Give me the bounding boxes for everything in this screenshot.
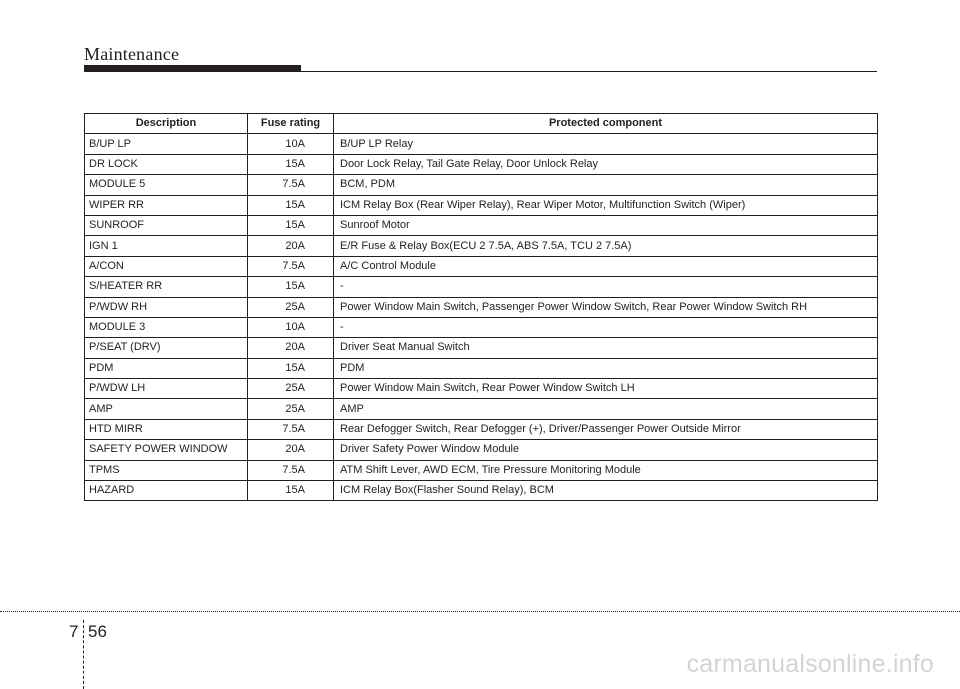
table-row	[85, 215, 878, 235]
fuse-rating: 15A	[248, 358, 334, 378]
header-bar	[84, 65, 301, 72]
table-row	[85, 256, 878, 276]
fuse-rating: 25A	[248, 379, 334, 399]
protected-component: BCM, PDM	[334, 175, 878, 195]
table-row	[85, 175, 878, 195]
protected-component: -	[334, 317, 878, 337]
fuse-description: A/CON	[85, 256, 248, 276]
fuse-description: MODULE 5	[85, 175, 248, 195]
table-row	[85, 297, 878, 317]
footer-rule	[0, 611, 960, 612]
fuse-description: P/SEAT (DRV)	[85, 338, 248, 358]
header-rule	[301, 71, 877, 72]
fuse-table	[84, 113, 878, 501]
table-row	[85, 481, 878, 501]
table-header-row	[85, 114, 878, 134]
fuse-rating: 25A	[248, 399, 334, 419]
table-row	[85, 317, 878, 337]
protected-component: AMP	[334, 399, 878, 419]
fuse-description: HTD MIRR	[85, 419, 248, 439]
fuse-description: TPMS	[85, 460, 248, 480]
fuse-rating: 7.5A	[248, 460, 334, 480]
fuse-description: MODULE 3	[85, 317, 248, 337]
fuse-description: DR LOCK	[85, 154, 248, 174]
column-header-protected-component: Protected component	[334, 114, 878, 134]
column-header-fuse-rating: Fuse rating	[248, 114, 334, 134]
fuse-rating: 10A	[248, 317, 334, 337]
protected-component: ICM Relay Box (Rear Wiper Relay), Rear Wiper Motor, Multifunction Switch (Wiper)	[334, 195, 878, 215]
fuse-description: IGN 1	[85, 236, 248, 256]
protected-component: Power Window Main Switch, Passenger Power Window Switch, Rear Power Window Switch RH	[334, 297, 878, 317]
table-row	[85, 419, 878, 439]
page-number: 56	[88, 622, 107, 641]
protected-component: Driver Seat Manual Switch	[334, 338, 878, 358]
fuse-rating: 20A	[248, 440, 334, 460]
table-row	[85, 440, 878, 460]
fuse-rating: 7.5A	[248, 419, 334, 439]
protected-component: B/UP LP Relay	[334, 134, 878, 154]
table-row	[85, 379, 878, 399]
fuse-rating: 15A	[248, 154, 334, 174]
protected-component: ICM Relay Box(Flasher Sound Relay), BCM	[334, 481, 878, 501]
fuse-description: SAFETY POWER WINDOW	[85, 440, 248, 460]
page-section-title: Maintenance	[84, 44, 180, 64]
fuse-description: AMP	[85, 399, 248, 419]
table-row	[85, 358, 878, 378]
page-number-divider	[83, 620, 84, 689]
fuse-rating: 15A	[248, 195, 334, 215]
table-row	[85, 154, 878, 174]
protected-component: E/R Fuse & Relay Box(ECU 2 7.5A, ABS 7.5A, TCU 2 7.5A)	[334, 236, 878, 256]
protected-component: ATM Shift Lever, AWD ECM, Tire Pressure Monitoring Module	[334, 460, 878, 480]
table-row	[85, 460, 878, 480]
table-row	[85, 236, 878, 256]
fuse-rating: 25A	[248, 297, 334, 317]
fuse-description: PDM	[85, 358, 248, 378]
protected-component: Power Window Main Switch, Rear Power Window Switch LH	[334, 379, 878, 399]
table-row	[85, 195, 878, 215]
fuse-description: B/UP LP	[85, 134, 248, 154]
chapter-number: 7	[69, 622, 79, 641]
fuse-rating: 7.5A	[248, 175, 334, 195]
table-body	[85, 134, 878, 501]
protected-component: Door Lock Relay, Tail Gate Relay, Door Unlock Relay	[334, 154, 878, 174]
fuse-rating: 20A	[248, 338, 334, 358]
fuse-description: P/WDW RH	[85, 297, 248, 317]
fuse-rating: 10A	[248, 134, 334, 154]
fuse-rating: 15A	[248, 481, 334, 501]
fuse-description: WIPER RR	[85, 195, 248, 215]
fuse-description: P/WDW LH	[85, 379, 248, 399]
column-header-description: Description	[85, 114, 248, 134]
fuse-rating: 20A	[248, 236, 334, 256]
protected-component: PDM	[334, 358, 878, 378]
fuse-rating: 15A	[248, 215, 334, 235]
protected-component: -	[334, 277, 878, 297]
fuse-description: HAZARD	[85, 481, 248, 501]
table-row	[85, 277, 878, 297]
watermark: carmanualsonline.info	[686, 650, 934, 678]
table-row	[85, 134, 878, 154]
protected-component: A/C Control Module	[334, 256, 878, 276]
table-row	[85, 399, 878, 419]
protected-component: Sunroof Motor	[334, 215, 878, 235]
fuse-description: S/HEATER RR	[85, 277, 248, 297]
protected-component: Rear Defogger Switch, Rear Defogger (+), Driver/Passenger Power Outside Mirror	[334, 419, 878, 439]
table-row	[85, 338, 878, 358]
fuse-rating: 7.5A	[248, 256, 334, 276]
fuse-description: SUNROOF	[85, 215, 248, 235]
fuse-rating: 15A	[248, 277, 334, 297]
protected-component: Driver Safety Power Window Module	[334, 440, 878, 460]
